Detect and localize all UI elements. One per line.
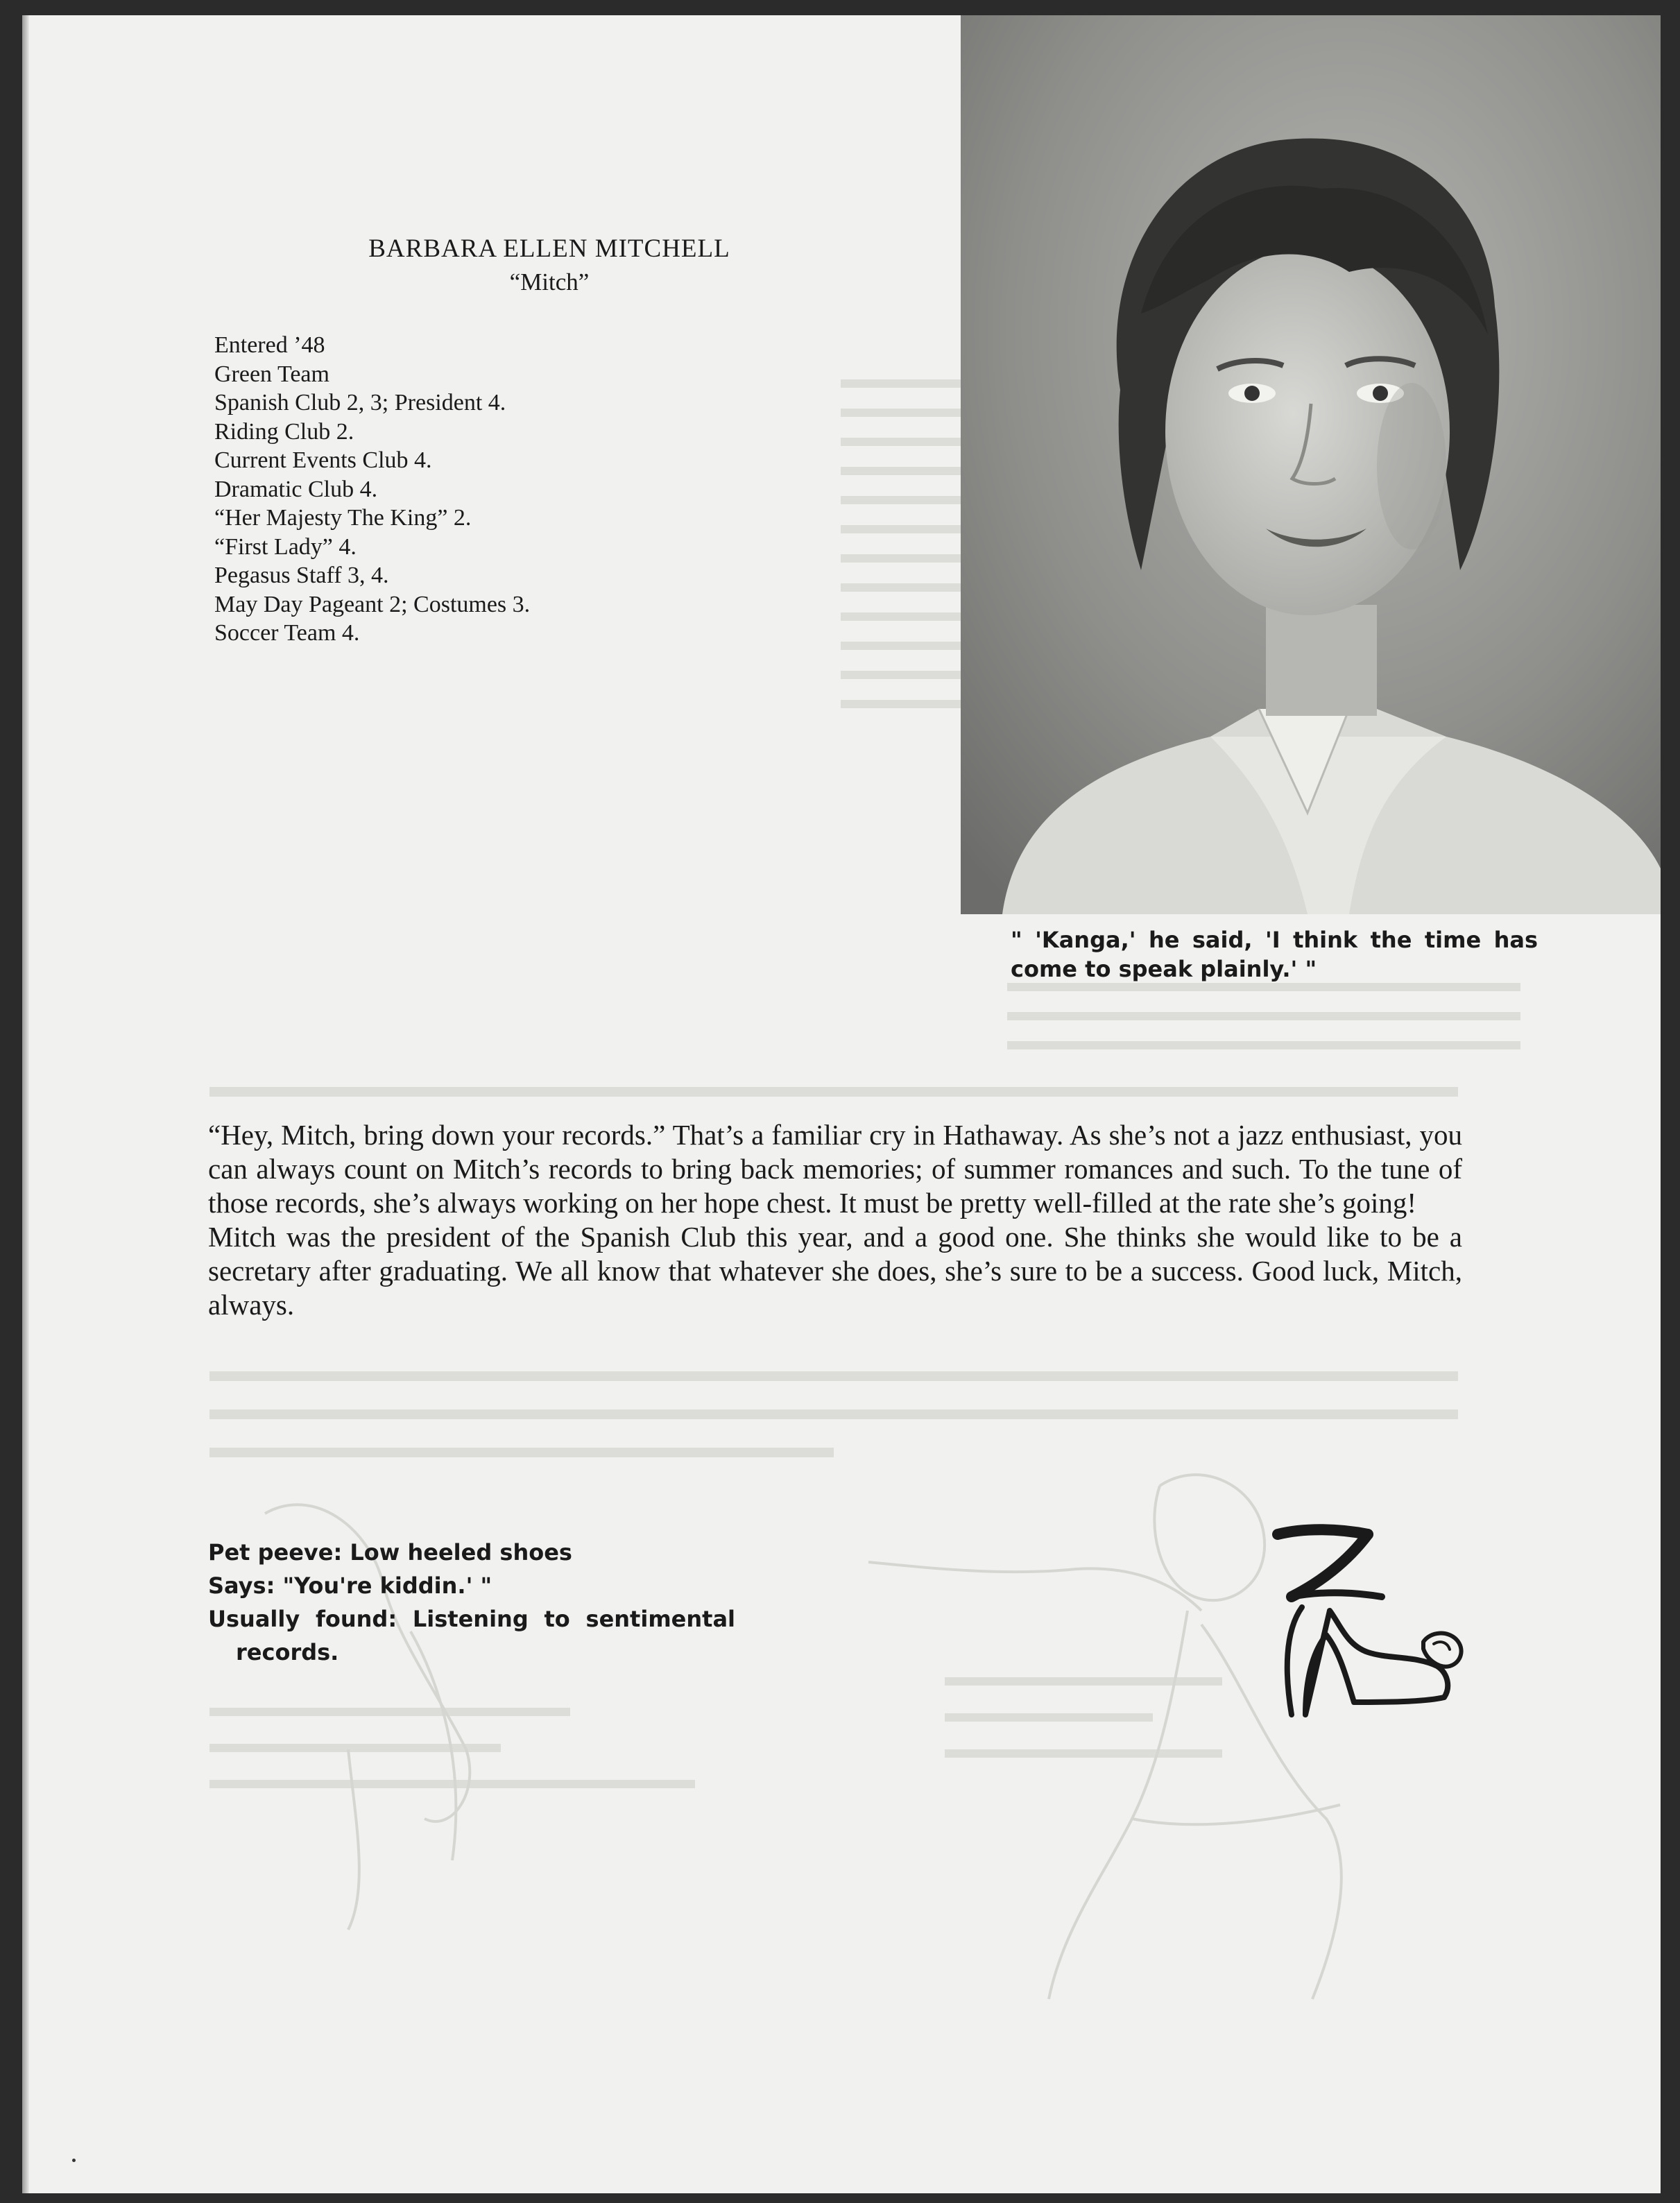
activity-item: May Day Pageant 2; Costumes 3. [214, 591, 531, 617]
fun-facts [208, 1536, 735, 1669]
write-up-paragraph: Mitch was the president of the Spanish Club this year, and a good one. She thinks she would like to be a secretary after graduating. We all know that whatever she does, she’s sure to be a success. Good luck, Mitch, always. [208, 1221, 1462, 1321]
student-name: BARBARA ELLEN MITCHELL [368, 234, 730, 263]
write-up [208, 1118, 1462, 1322]
portrait-illustration [961, 15, 1661, 914]
print-mark [72, 2159, 76, 2162]
activity-item: Spanish Club 2, 3; President 4. [214, 390, 506, 415]
activity-item: Entered ’48 [214, 332, 325, 358]
favorite-saying: Says: "You're kiddin.' " [208, 1572, 492, 1599]
activity-item: “Her Majesty The King” 2. [214, 505, 472, 531]
activity-item: Current Events Club 4. [214, 447, 432, 473]
yearbook-page [22, 15, 1661, 2193]
activity-item: Green Team [214, 361, 329, 387]
activity-item: Dramatic Club 4. [214, 476, 378, 502]
write-up-paragraph: “Hey, Mitch, bring down your records.” That’s a familiar cry in Hathaway. As she’s not a jazz enthusiast, you can always count on Mitch’s records to bring back memories; of summer romances and such. To the tune of those records, she’s always working on her hope chest. It must be pretty well-filled at the rate she’s going! [208, 1119, 1462, 1219]
activities-list [214, 331, 631, 648]
student-nickname: “Mitch” [509, 268, 590, 295]
pet-peeve: Pet peeve: Low heeled shoes [208, 1539, 572, 1566]
activity-item: “First Lady” 4. [214, 533, 357, 560]
activity-item: Soccer Team 4. [214, 620, 360, 646]
portrait-photo [961, 15, 1661, 914]
activity-item: Pegasus Staff 3, 4. [214, 563, 389, 588]
high-heel-shoe-icon [1264, 1520, 1472, 1735]
activity-item: Riding Club 2. [214, 418, 354, 445]
usually-found: Usually found: Listening to sentimental records. [208, 1606, 735, 1665]
photo-caption: " 'Kanga,' he said, 'I think the time has come to speak plainly.' " [1011, 927, 1538, 982]
